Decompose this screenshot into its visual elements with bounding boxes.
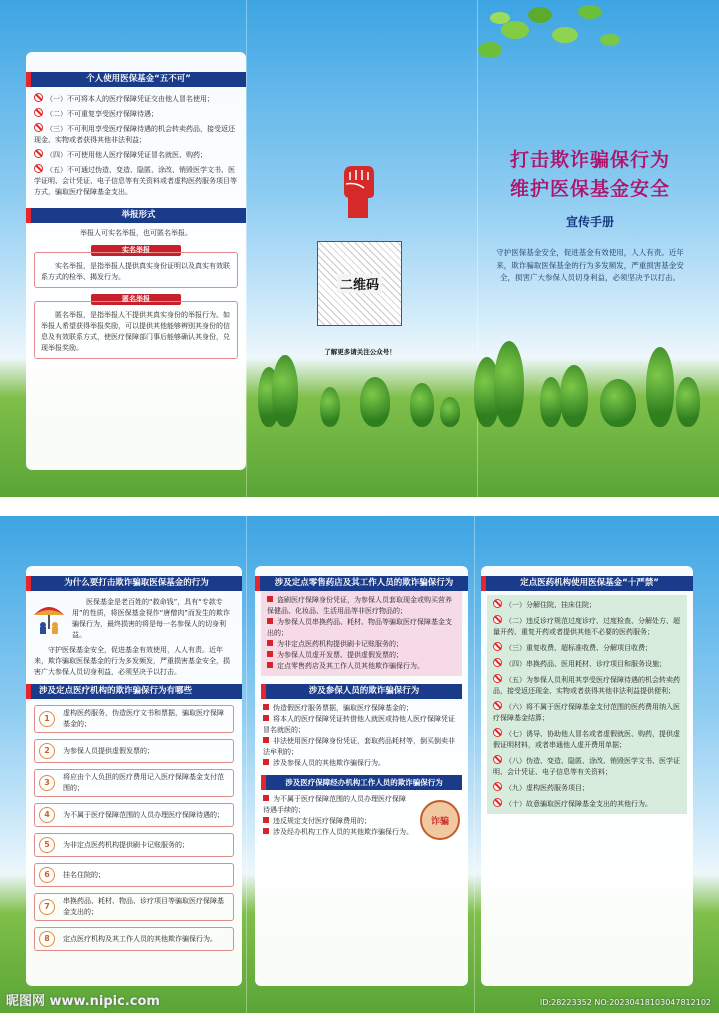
list-item: （三）不可利用享受医疗保障待遇的机会转卖药品，接受返还现金、实物或者获得其他非法利益； (34, 125, 235, 144)
prohibited-icon (34, 108, 43, 117)
agency-title: 涉及医疗保障经办机构工作人员的欺诈骗保行为 (261, 775, 462, 790)
numbered-list (26, 705, 242, 951)
report-intro: 举报人可实名举报，也可匿名举报。 (80, 229, 192, 237)
cover-title: 打击欺诈骗保行为 维护医保基金安全 (509, 149, 670, 200)
prohibited-icon (493, 701, 502, 710)
fold-line (246, 0, 247, 497)
panel-title: 个人使用医保基金“五不可” (26, 72, 246, 87)
panel-title: 定点医药机构使用医保基金“十严禁” (481, 576, 693, 591)
panel-ten-prohibitions (481, 566, 693, 986)
list-item: （九）虚构医药服务项目； (493, 782, 681, 794)
list-item: 违反规定支付医疗保障费用的； (263, 816, 460, 827)
bullet-icon (263, 737, 269, 743)
list-item: （七）诱导、协助他人冒名或者虚假就医、购药，提供虚假证明材料，或者串通他人虚开费用单据； (493, 730, 680, 749)
list-item: 1 虚构医药服务，伪造医疗文书和票据，骗取医疗保障基金的； (34, 705, 234, 733)
watermark-left: 昵图网 www.nipic.com (6, 994, 160, 1009)
list-item: 5 为非定点医药机构提供刷卡记账服务的； (34, 833, 234, 857)
insured-list (255, 703, 468, 769)
list-item: （三）重复收费、超标准收费、分解项目收费； (493, 642, 681, 654)
bullet-icon (263, 759, 269, 765)
prohibited-icon (493, 755, 502, 764)
fold-line (246, 516, 247, 1013)
bullet-icon (267, 651, 273, 657)
list-item: 为不属于医疗保障范围的人员办理医疗保障待遇手续的； (263, 795, 406, 814)
qr-label: 二维码 (337, 274, 382, 293)
list-item: 3 将应由个人负担的医疗费用记入医疗保障基金支付范围的； (34, 769, 234, 797)
prohibited-icon (493, 615, 502, 624)
bullet-icon (263, 828, 269, 834)
prohibited-icon (34, 123, 43, 132)
prohibited-icon (34, 164, 43, 173)
realname-box: 实名举报，是指举报人提供真实身份证明以及真实有效联系方式的检举、揭发行为。 (34, 252, 238, 288)
list-item: 8 定点医疗机构及其工作人员的其他欺诈骗保行为。 (34, 927, 234, 951)
list-item: （五）不可通过伪造、变造、隐匿、涂改、销毁医学文书、医学证明、会计凭证、电子信息等有关资料或者虚构医药服务项目等方式，骗取医疗保障基金支出。 (34, 166, 237, 196)
panel-title: 为什么要打击欺诈骗取医保基金的行为 (26, 576, 242, 591)
leaves-decoration (470, 0, 630, 80)
list-item: （四）串换药品、医用耗材、诊疗项目和服务设施； (493, 658, 681, 670)
why-para-2: 守护医保基金安全，促进基金有效使用，人人有责。近年来，欺诈骗取医保基金的行为多发频发，严重损害基金安全，损害广大参保人员切身利益，必须坚决予以打击。 (34, 646, 230, 676)
bullet-icon (267, 640, 273, 646)
anon-title: 匿名举报 (91, 294, 181, 305)
insured-title: 涉及参保人员的欺诈骗保行为 (261, 684, 462, 699)
list-item: 盗刷医疗保障身份凭证，为参保人员套取现金或购买营养保健品、化妆品、生活用品等非医疗物品的； (267, 596, 452, 615)
bullet-icon (263, 715, 269, 721)
list-item: （六）将不属于医疗保障基金支付范围的医药费用纳入医疗保障基金结算； (493, 703, 680, 722)
list-item: 为参保人员虚开发票、提供虚假发票的； (267, 650, 456, 661)
ten-prohibitions-list (487, 595, 687, 814)
prohibited-icon (493, 674, 502, 683)
list-item: 为参保人员串换药品、耗材、物品等骗取医疗保障基金支出的； (267, 618, 452, 637)
agency-list (255, 794, 468, 838)
list-item: 6 挂名住院的； (34, 863, 234, 887)
bullet-icon (267, 662, 273, 668)
list-item: 4 为不属于医疗保障范围的人员办理医疗保障待遇的； (34, 803, 234, 827)
pharmacy-title: 涉及定点零售药店及其工作人员的欺诈骗保行为 (255, 576, 468, 591)
bullet-icon (267, 618, 273, 624)
fold-line (474, 516, 475, 1013)
list-item: （二）不可重复享受医疗保障待遇； (34, 108, 238, 120)
brochure-inside (0, 516, 719, 1013)
prohibited-icon (493, 798, 502, 807)
list-item: 伪造假医疗服务票据，骗取医疗保障基金的； (263, 703, 460, 714)
panel-why-combat (26, 566, 242, 986)
bullet-icon (263, 795, 269, 801)
brochure-outside (0, 0, 719, 497)
list-item: （十）故意骗取医疗保障基金支出的其他行为。 (493, 798, 681, 810)
list-item: （四）不可使用他人医疗保障凭证冒名就医、购药； (34, 149, 238, 161)
watermark-right: ID:28223352 NO:20230418103047812102 (539, 998, 711, 1007)
list-item: 为非定点医药机构提供刷卡记账服务的； (267, 639, 456, 650)
panel-fraud-types (255, 566, 468, 986)
bullet-icon (263, 817, 269, 823)
cover-subtitle: 宣传手册 (565, 215, 614, 229)
list-item: 2 为参保人员提供虚假发票的； (34, 739, 234, 763)
list-item: 涉及参保人员的其他欺诈骗保行为。 (263, 758, 460, 769)
prohibited-icon (34, 149, 43, 158)
prohibited-icon (493, 658, 502, 667)
bullet-icon (263, 704, 269, 710)
qr-caption: 了解更多请关注公众号！ (324, 348, 396, 356)
prohibited-icon (493, 642, 502, 651)
list-item: （二）违反诊疗规范过度诊疗、过度检查、分解处方、超量开药、重复开药或者提供其他不必要的医药服务； (493, 617, 680, 636)
list-item: 定点零售药店及其工作人员其他欺诈骗保行为。 (267, 661, 456, 672)
list-item: （一）不可将本人的医疗保障凭证交由他人冒名使用； (34, 93, 238, 105)
list-title: 涉及定点医疗机构的欺诈骗保行为有哪些 (26, 684, 242, 699)
anon-box: 匿名举报，是指举报人不提供其真实身份的举报行为。如举报人希望获得举报奖励，可以提供其他能够辨别其身份的信息及有效联系方式，使医疗保障部门事后能够确认其身份，兑现举报奖励。 (34, 301, 238, 359)
panel-five-prohibitions (26, 52, 246, 470)
list-item: 将本人的医疗保障凭证转借他人就医或持他人医疗保障凭证冒名就医的； (263, 715, 455, 734)
prohibited-icon (493, 782, 502, 791)
fist-icon (338, 160, 378, 218)
list-item: 涉及经办机构工作人员的其他欺诈骗保行为。 (263, 827, 460, 838)
realname-title: 实名举报 (91, 245, 181, 256)
list-item: （一）分解住院、挂床住院； (493, 599, 681, 611)
report-title: 举报形式 (26, 208, 246, 223)
cover-description: 守护医保基金安全，促进基金有效使用，人人有责。近年来，欺诈骗取医保基金的行为多发频发，严重损害基金安全，损害广大参保人员切身利益，必须坚决予以打击。 (496, 248, 684, 282)
why-para-1: 医保基金是老百姓的“救命钱”，具有“专款专用”的性质，将医保基金视作“唐僧肉”而发生的欺诈骗保行为，最终损害的将是每一名参保人的切身利益。 (72, 598, 230, 639)
list-item: （八）伪造、变造、隐匿、涂改、销毁医学文书、医学证明、会计凭证、电子信息等有关资料； (493, 757, 680, 776)
qr-code-placeholder (317, 241, 402, 326)
bullet-icon (267, 596, 273, 602)
list-item: 7 串换药品、耗材、物品、诊疗项目等骗取医疗保障基金支出的； (34, 893, 234, 921)
prohibited-icon (34, 93, 43, 102)
prohibited-icon (493, 728, 502, 737)
fraud-stamp-icon: 诈骗 (420, 800, 460, 840)
list-item: （五）为参保人员利用其享受医疗保障待遇的机会转卖药品，接受返还现金、实物或者获得其他非法利益提供便利； (493, 676, 680, 695)
list-item: 非法使用医疗保障身份凭证，套取药品耗材等，倒买倒卖非法牟利的； (263, 737, 455, 756)
umbrella-icon (32, 601, 66, 635)
pharmacy-list (261, 591, 462, 676)
prohibited-icon (493, 599, 502, 608)
